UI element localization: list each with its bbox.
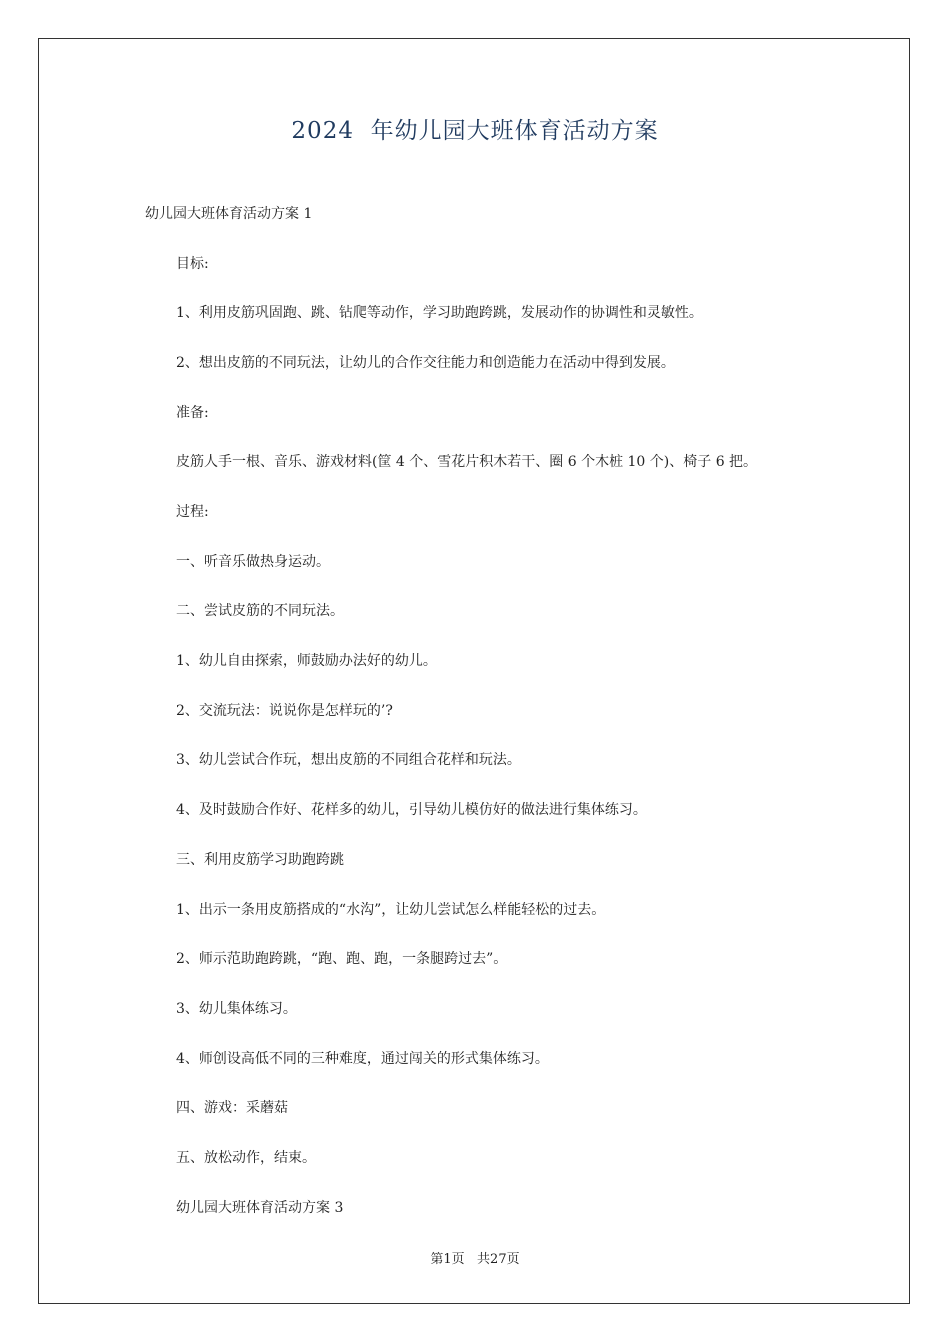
paragraph-line: 2、师示范助跑跨跳，“跑、跑、跑，一条腿跨过去”。 <box>176 951 508 967</box>
paragraph-line: 1、幼儿自由探索，师鼓励办法好的幼儿。 <box>176 653 437 669</box>
paragraph-line: 4、师创设高低不同的三种难度，通过闯关的形式集体练习。 <box>176 1051 549 1067</box>
paragraph-line: 目标: <box>176 256 209 272</box>
paragraph-line: 一、听音乐做热身运动。 <box>176 554 330 570</box>
paragraph-line: 2、想出皮筋的不同玩法，让幼儿的合作交往能力和创造能力在活动中得到发展。 <box>176 355 675 371</box>
page-footer: 第1页 共27页 <box>430 1252 520 1267</box>
paragraph-line: 四、游戏：采蘑菇 <box>176 1100 288 1116</box>
paragraph-line: 五、放松动作，结束。 <box>176 1150 316 1166</box>
paragraph-line: 3、幼儿集体练习。 <box>176 1001 297 1017</box>
paragraph-line: 2、交流玩法：说说你是怎样玩的’? <box>176 703 393 719</box>
paragraph-line: 三、利用皮筋学习助跑跨跳 <box>176 852 344 868</box>
paragraph-line: 1、出示一条用皮筋搭成的“水沟”，让幼儿尝试怎么样能轻松的过去。 <box>176 902 606 918</box>
paragraph-line: 皮筋人手一根、音乐、游戏材料(筐 4 个、雪花片积木若干、圈 6 个木桩 10 个)、椅子 6 把。 <box>176 454 758 470</box>
document-title: 2024 年幼儿园大班体育活动方案 <box>291 118 659 144</box>
paragraph-line: 3、幼儿尝试合作玩，想出皮筋的不同组合花样和玩法。 <box>176 752 521 768</box>
paragraph-line: 1、利用皮筋巩固跑、跳、钻爬等动作，学习助跑跨跳，发展动作的协调性和灵敏性。 <box>176 305 703 321</box>
paragraph-line: 幼儿园大班体育活动方案 3 <box>176 1200 344 1216</box>
page-border <box>38 38 910 1304</box>
paragraph-line: 过程: <box>176 504 209 520</box>
paragraph-line: 二、尝试皮筋的不同玩法。 <box>176 603 344 619</box>
paragraph-line: 准备: <box>176 405 209 421</box>
paragraph-line: 4、及时鼓励合作好、花样多的幼儿，引导幼儿模仿好的做法进行集体练习。 <box>176 802 647 818</box>
section-heading: 幼儿园大班体育活动方案 1 <box>145 206 313 222</box>
